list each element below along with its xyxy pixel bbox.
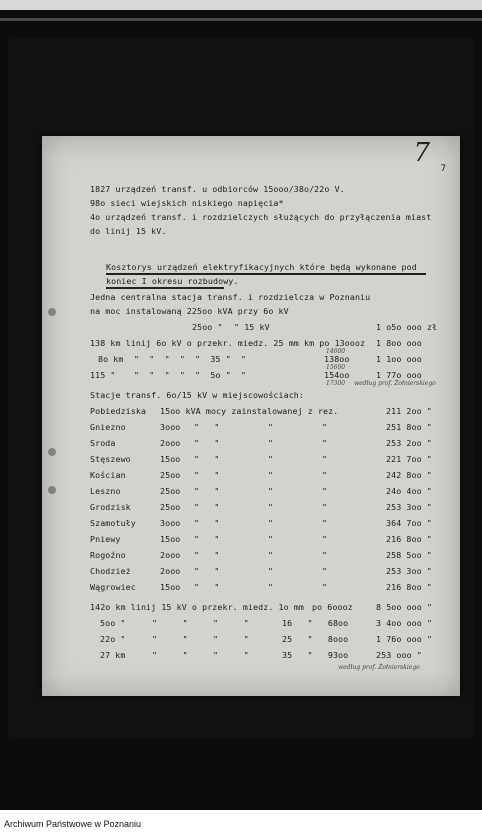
archive-label: Archiwum Państwowe w Poznaniu <box>4 819 142 829</box>
text-line: Jedna centralna stacja transf. i rozdzielcza w Poznaniu <box>90 292 371 302</box>
line-unit-cost: 16 " 68oo <box>282 618 349 628</box>
ditto-mark: " <box>268 550 274 560</box>
cost-value: 1 77o ooo <box>376 370 422 380</box>
cost-value: 253 ooo " <box>376 650 422 660</box>
cost-value: 1 1oo ooo <box>376 354 422 364</box>
cost-value: 242 8oo " <box>386 470 432 480</box>
section-heading: Kosztorys urządzeń elektryfikacyjnych które będą wykonane pod <box>106 262 417 272</box>
ditto-mark: " <box>322 550 328 560</box>
text-line: " 15 kV <box>234 322 270 332</box>
ditto-mark: " <box>268 502 274 512</box>
footer <box>0 810 482 840</box>
top-strip <box>0 0 482 10</box>
station-name: Pniewy <box>90 534 121 544</box>
station-name: Kościan <box>90 470 126 480</box>
line-desc: 22o " <box>100 634 126 644</box>
ditto-mark: " " <box>194 438 220 448</box>
handwritten-note: 17300 <box>326 380 346 387</box>
cost-value: 211 2oo " <box>386 406 432 416</box>
handwritten-note: 15600 <box>326 364 346 371</box>
station-name: Rogoźno <box>90 550 126 560</box>
ditto-mark: " <box>322 566 328 576</box>
line-desc: 142o km linij 15 kV o przekr. miedz. 1o mm <box>90 602 304 612</box>
text-line: 4o urządzeń transf. i rozdzielczych służących do przyłączenia miast <box>90 212 432 222</box>
ditto-mark: " <box>322 454 328 464</box>
text-line: " " " " " 35 " " <box>134 354 247 364</box>
top-divider <box>0 18 482 21</box>
station-kva: 15oo <box>160 534 181 544</box>
ditto-mark: " <box>322 582 328 592</box>
ditto-mark: " " " " <box>152 618 249 628</box>
document-page <box>42 136 460 696</box>
handwritten-note: według prof. Żołnierskiego <box>354 380 436 387</box>
text-line: km po 13oooz <box>304 338 366 348</box>
station-name: Chodzież <box>90 566 131 576</box>
line-desc: 5oo " <box>100 618 126 628</box>
cost-value: 3 4oo ooo " <box>376 618 433 628</box>
line-unit-cost: po 6oooz <box>312 602 353 612</box>
ditto-mark: " <box>268 470 274 480</box>
text-line: 138oo <box>324 354 350 364</box>
station-kva: 3ooo <box>160 518 181 528</box>
cost-value: 1 76o ooo " <box>376 634 433 644</box>
text-line: 25oo " <box>192 322 223 332</box>
station-name: Gniezno <box>90 422 126 432</box>
ditto-mark: " <box>268 534 274 544</box>
text-line: do linij 15 kV. <box>90 226 167 236</box>
binder-hole <box>48 448 56 456</box>
line-desc: 27 km <box>100 650 126 660</box>
ditto-mark: " <box>268 486 274 496</box>
ditto-mark: " " " " <box>152 650 249 660</box>
ditto-mark: " " <box>194 566 220 576</box>
text-line: 15oo kVA mocy zainstalowanej z rez. <box>160 406 339 416</box>
station-name: Szamotuły <box>90 518 136 528</box>
ditto-mark: " <box>268 582 274 592</box>
text-line: 8o km <box>98 354 124 364</box>
ditto-mark: " " <box>194 470 220 480</box>
ditto-mark: " " <box>194 534 220 544</box>
ditto-mark: " <box>268 518 274 528</box>
ditto-mark: " <box>268 438 274 448</box>
text-line: na moc instalowaną 225oo kVA przy 6o kV <box>90 306 289 316</box>
ditto-mark: " " <box>194 502 220 512</box>
cost-value: 364 7oo " <box>386 518 432 528</box>
cost-value: 8 5oo ooo " <box>376 602 433 612</box>
heading-underline <box>106 287 224 289</box>
station-kva: 25oo <box>160 486 181 496</box>
ditto-mark: " <box>322 422 328 432</box>
heading-underline <box>106 273 426 275</box>
section-heading: koniec I okresu rozbudowy. <box>106 276 239 286</box>
station-kva: 15oo <box>160 454 181 464</box>
station-kva: 2ooo <box>160 566 181 576</box>
station-kva: 15oo <box>160 582 181 592</box>
cost-value: 221 7oo " <box>386 454 432 464</box>
page-number: 7 <box>413 138 430 168</box>
station-name: Wągrowiec <box>90 582 136 592</box>
line-unit-cost: 35 " 93oo <box>282 650 349 660</box>
ditto-mark: " <box>268 422 274 432</box>
cost-value: 253 3oo " <box>386 502 432 512</box>
ditto-mark: " " <box>194 454 220 464</box>
cost-value: 216 8oo " <box>386 582 432 592</box>
handwritten-note: 14600 <box>326 348 346 355</box>
ditto-mark: " <box>322 518 328 528</box>
ditto-mark: " <box>268 454 274 464</box>
ditto-mark: " " <box>194 422 220 432</box>
cost-value: 253 3oo " <box>386 566 432 576</box>
ditto-mark: " <box>322 534 328 544</box>
ditto-mark: " <box>322 438 328 448</box>
handwritten-note: według prof. Żołnierskiego <box>338 664 420 671</box>
ditto-mark: " " <box>194 518 220 528</box>
page-number-small: 7 <box>440 164 446 174</box>
ditto-mark: " " <box>194 582 220 592</box>
station-kva: 3ooo <box>160 422 181 432</box>
text-line: 98o sieci wiejskich niskiego napięcia* <box>90 198 284 208</box>
station-kva: 2ooo <box>160 438 181 448</box>
binder-hole <box>48 308 56 316</box>
cost-value: 1 8oo ooo <box>376 338 422 348</box>
cost-value: 24o 4oo " <box>386 486 432 496</box>
text-line: 154oo <box>324 370 350 380</box>
text-line: 138 km linij 6o kV o przekr. miedz. 25 mm <box>90 338 299 348</box>
station-name: Grodzisk <box>90 502 131 512</box>
station-name: Stęszewo <box>90 454 131 464</box>
ditto-mark: " " " " <box>152 634 249 644</box>
cost-value: 251 8oo " <box>386 422 432 432</box>
binder-hole <box>48 486 56 494</box>
station-kva: 25oo <box>160 502 181 512</box>
text-line: Stacje transf. 6o/15 kV w miejscowościach: <box>90 390 304 400</box>
ditto-mark: " " <box>194 486 220 496</box>
cost-value: 1 o5o ooo zł <box>376 322 438 332</box>
text-line: 1827 urządzeń transf. u odbiorców 15ooo/38o/22o V. <box>90 184 345 194</box>
station-name: Sroda <box>90 438 116 448</box>
station-kva: 25oo <box>160 470 181 480</box>
cost-value: 253 2oo " <box>386 438 432 448</box>
ditto-mark: " <box>322 486 328 496</box>
text-line: " " " " " 5o " " <box>134 370 247 380</box>
line-unit-cost: 25 " 8ooo <box>282 634 349 644</box>
cost-value: 216 8oo " <box>386 534 432 544</box>
ditto-mark: " <box>322 470 328 480</box>
ditto-mark: " <box>322 502 328 512</box>
station-kva: 2ooo <box>160 550 181 560</box>
cost-value: 258 5oo " <box>386 550 432 560</box>
station-name: Pobiedziska <box>90 406 147 416</box>
ditto-mark: " <box>268 566 274 576</box>
station-name: Leszno <box>90 486 121 496</box>
text-line: 115 " <box>90 370 116 380</box>
ditto-mark: " " <box>194 550 220 560</box>
